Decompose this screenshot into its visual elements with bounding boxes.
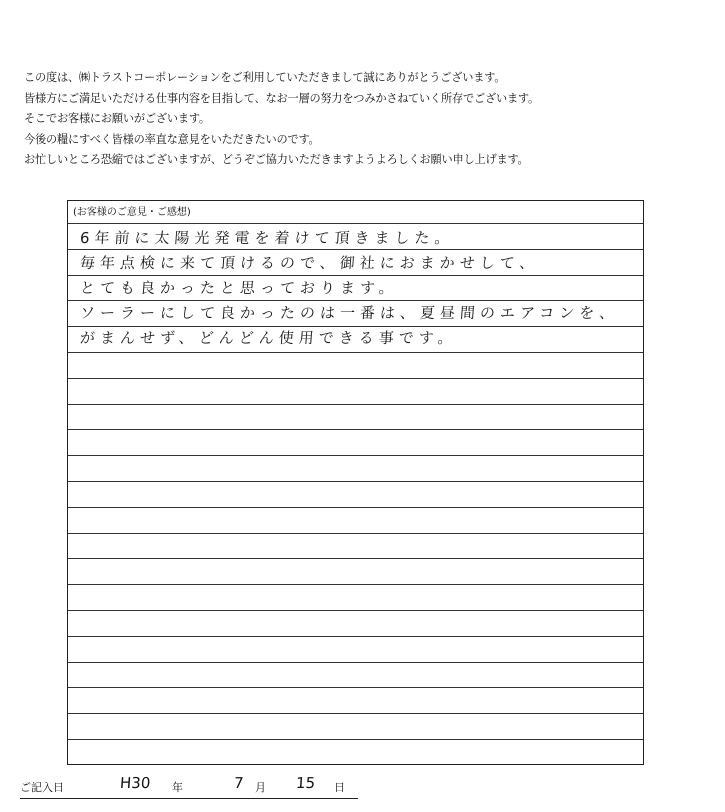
feedback-line: 6年前に太陽光発電を着けて頂きました。 [79,229,456,247]
entry-date-day: 15 [295,774,316,792]
entry-date-year: H30 [119,774,152,792]
ruled-line [68,558,643,559]
ruled-line [68,636,643,637]
ruled-line [68,275,643,276]
ruled-line [68,507,643,508]
ruled-line [68,429,643,430]
ruled-line [68,739,643,740]
ruled-line [68,223,643,224]
feedback-line: 毎年点検に来て頂けるので、御社におまかせして、 [79,254,541,272]
entry-date-underline [20,798,358,799]
ruled-line [68,404,643,405]
ruled-line [68,610,643,611]
ruled-line [68,713,643,714]
feedback-header: (お客様のご意見・ご感想) [73,207,191,218]
entry-date-day-unit: 日 [334,781,345,794]
feedback-line: がまんせず、どんどん使用できる事です。 [79,329,459,347]
entry-date-month-unit: 月 [255,781,266,794]
ruled-line [68,378,643,379]
ruled-line [68,584,643,585]
ruled-line [68,687,643,688]
intro-line: 今後の糧にすべく皆様の率直な意見をいただきたいのです。 [24,132,320,146]
feedback-line: ソーラーにして良かったのは一番は、夏昼間のエアコンを、 [79,304,620,322]
intro-line: そこでお客様にお願いがございます。 [24,112,210,125]
ruled-line [68,249,643,250]
ruled-line [68,455,643,456]
intro-line: 皆様方にご満足いただける仕事内容を目指して、なお一層の努力をつみかさねていく所存でございます。 [24,91,540,105]
entry-date [20,776,380,798]
intro-line: この度は、㈱トラストコーポレーションをご利用していただきまして誠にありがとうございます。 [24,71,506,84]
feedback-line: とても良かったと思っております。 [79,279,400,297]
ruled-line [68,533,643,534]
intro-line: お忙しいところ恐縮ではございますが、どうぞご協力いただきますようよろしくお願い申し上げます。 [24,153,529,166]
ruled-line [68,481,643,482]
feedback-sheet [67,200,644,765]
entry-date-label: ご記入日 [20,781,64,794]
ruled-line [68,352,643,353]
entry-date-year-unit: 年 [172,781,183,794]
entry-date-month: 7 [233,774,245,792]
intro-text [24,68,714,171]
ruled-line [68,662,643,663]
